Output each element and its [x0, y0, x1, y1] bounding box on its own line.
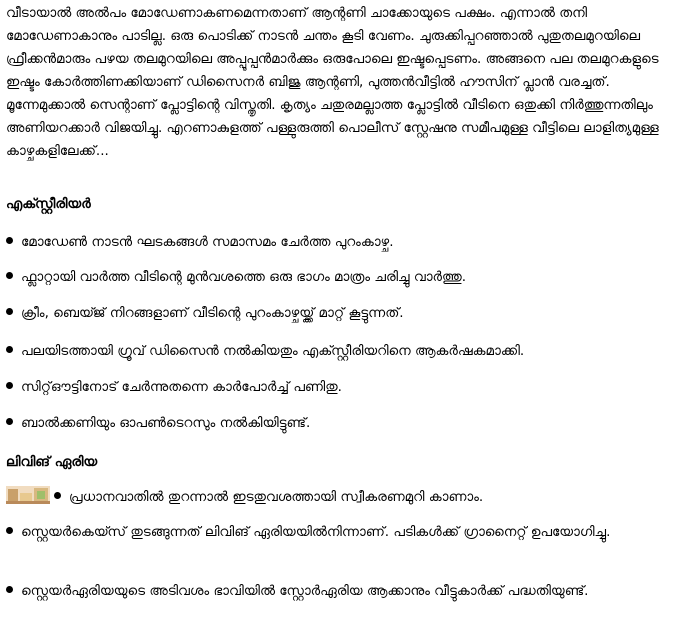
- list-item: [6, 521, 668, 543]
- bullet-icon: [6, 272, 13, 279]
- list-item-text: സ്റ്റെയർകെയ്സ് തുടങ്ങുന്നത് ലിവിങ് ഏരിയയിൽനിന്നാണ്. പടികൾക്ക് ഗ്രാനൈറ്റ് ഉപയോഗിച്ചു.: [21, 524, 611, 540]
- list-item: [6, 580, 668, 602]
- section-heading-exterior: എക്സ്റ്റീരിയർ: [6, 196, 91, 212]
- list-item: [6, 302, 668, 324]
- list-item-text: പലയിടത്തായി ഗ്രൂവ് ഡിസൈൻ നൽകിയതും എക്സ്റ്റീരിയറിനെ ആകർഷകമാക്കി.: [21, 343, 525, 359]
- list-item-text: സ്റ്റെയർഏരിയയുടെ അടിവശം ഭാവിയിൽ സ്റ്റോർഏരിയ ആക്കാനും വീട്ടുകാർക്ക് പദ്ധതിയുണ്ട്.: [21, 583, 589, 599]
- bullet-icon: [6, 237, 13, 244]
- bullet-icon: [6, 308, 13, 315]
- list-item-text: മോഡേൺ നാടൻ ഘടകങ്ങൾ സമാസമം ചേർത്ത പുറംകാഴ്ച.: [21, 234, 394, 250]
- list-item-text: സിറ്റ്ഔട്ടിനോട് ചേർന്നുതന്നെ കാർപോർച്ച് പണിതു.: [21, 379, 342, 395]
- list-item: [6, 412, 668, 434]
- list-item: [6, 231, 668, 253]
- bullet-icon: [6, 346, 13, 353]
- section-heading-living: ലിവിങ് ഏരിയ: [6, 454, 98, 470]
- intro-paragraph: വീടായാൽ അൽപം മോഡേണാകണമെന്നതാണ് ആന്റണി ചാക്കോയുടെ പക്ഷം. എന്നാൽ തനി മോഡേണാകാനും പാടില്ല. ഒരു പൊടിക്ക് നാടൻ ചന്തം കൂടി വേണം. ചുരുക്കിപ്പറഞ്ഞാൽ പുതുതലമുറയിലെ ഫ്രീക്കൻമാരും പഴയ തലമുറയിലെ അപ്പൂപ്പൻമാർക്കും ഒരുപോലെ ഇഷ്ടപ്പെടണം. അങ്ങനെ പല തലമുറകളുടെ ഇഷ്ടം കോർത്തിണക്കിയാണ് ഡിസൈനർ ബിജു ആന്റണി, പുത്തൻവീട്ടിൽ ഹൗസിന് പ്ലാൻ വരച്ചത്. മൂന്നേമുക്കാൽ സെന്റാണ് പ്ലോട്ടിന്റെ വിസ്തൃതി. കൃത്യം ചതുരമല്ലാത്ത പ്ലോട്ടിൽ വീടിനെ ഒതുക്കി നിർത്തുന്നതിലും അണിയറക്കാർ വിജയിച്ചു. എറണാകുളത്ത് പള്ളുരുത്തി പൊലീസ് സ്റ്റേഷനു സമീപമുള്ള വീട്ടിലെ ലാളിത്യമുള്ള കാഴ്ചകളിലേക്ക്...: [6, 5, 659, 159]
- bullet-icon: [6, 418, 13, 425]
- list-item-text: ബാൽക്കണിയും ഓപൺടെറസും നൽകിയിട്ടുണ്ട്.: [21, 415, 311, 431]
- list-item-text: പ്രധാനവാതിൽ തുറന്നാൽ ഇടതുവശത്തായി സ്വീകരണമുറി കാണാം.: [69, 489, 484, 505]
- list-item-text: ക്രീം, ബെയ്ജ് നിറങ്ങളാണ് വീടിന്റെ പുറംകാഴ്ചയ്ക്ക് മാറ്റ് കൂട്ടുന്നത്.: [21, 305, 404, 321]
- list-item-text: ഫ്ലാറ്റായി വാർത്ത വീടിന്റെ മുൻവശത്തെ ഒരു ഭാഗം മാത്രം ചരിച്ചു വാർത്തു.: [21, 269, 467, 285]
- bullet-icon: [6, 527, 13, 534]
- living-room-thumbnail[interactable]: [6, 486, 50, 504]
- bullet-icon: [54, 492, 61, 499]
- article-body: [6, 0, 668, 599]
- list-item: [6, 266, 668, 288]
- list-item: [6, 340, 668, 362]
- list-item: [6, 376, 668, 398]
- bullet-icon: [6, 382, 13, 389]
- list-item: [6, 486, 668, 508]
- bullet-icon: [6, 586, 13, 593]
